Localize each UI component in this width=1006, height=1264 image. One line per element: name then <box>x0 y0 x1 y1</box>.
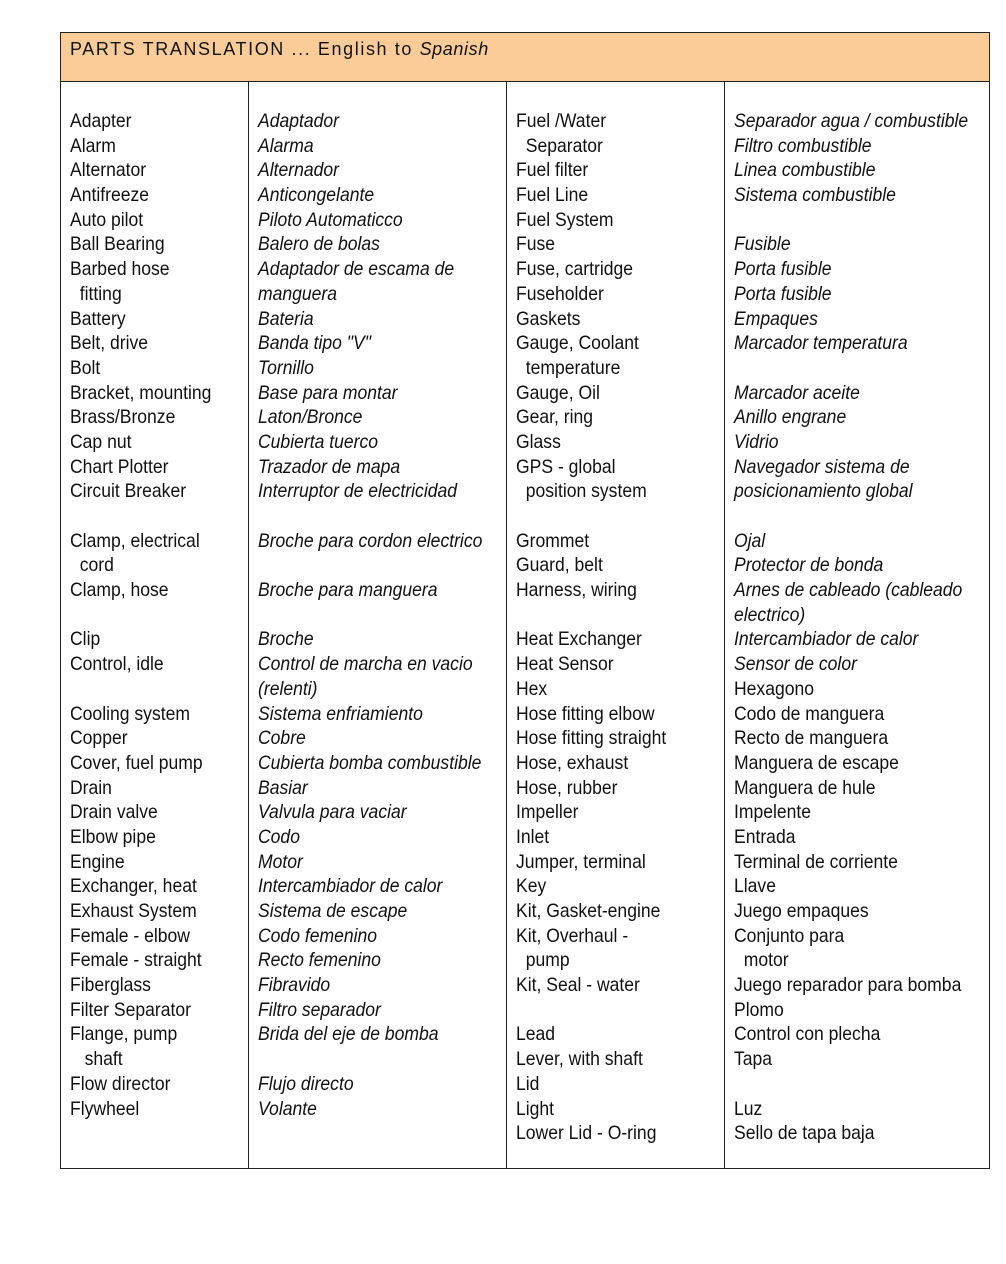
table-cell: Banda tipo "V" <box>258 332 371 355</box>
table-cell: Inlet <box>516 825 550 848</box>
table-cell <box>258 1047 481 1072</box>
table-cell: Fuel filter <box>516 159 589 182</box>
table-cell <box>70 677 230 702</box>
table-cell: Hex <box>516 677 548 700</box>
table-cell <box>70 603 230 628</box>
table-cell: Recto de manguera <box>734 727 889 750</box>
table-cell: Cap nut <box>70 430 132 453</box>
table-cell: Filtro combustible <box>734 134 872 157</box>
table-cell: Manguera de hule <box>734 776 876 799</box>
table-cell: Alternador <box>258 159 339 182</box>
table-cell: manguera <box>258 282 338 305</box>
table-cell: Drain valve <box>70 801 158 824</box>
table-cell: Female - straight <box>70 949 202 972</box>
table-cell: Alarma <box>258 134 314 157</box>
table-cell <box>516 603 703 628</box>
table-cell <box>734 1072 964 1097</box>
table-cell <box>70 504 230 529</box>
table-cell: Gauge, Oil <box>516 381 600 404</box>
table-cell: Female - elbow <box>70 924 190 947</box>
table-cell: Flywheel <box>70 1097 140 1120</box>
table-cell <box>258 504 481 529</box>
table-cell: Codo femenino <box>258 924 378 947</box>
table-cell: GPS - global <box>516 455 616 478</box>
table-cell: Cobre <box>258 727 306 750</box>
table-cell: Fusible <box>734 233 791 256</box>
table-cell: Sistema de escape <box>258 900 408 922</box>
parts-translation-table <box>60 32 990 1169</box>
table-cell: Auto pilot <box>70 208 144 231</box>
table-cell: Jumper, terminal <box>516 850 646 873</box>
table-cell: Hose fitting elbow <box>516 702 655 725</box>
table-cell: Trazador de mapa <box>258 455 401 478</box>
table-cell: cord <box>70 554 114 577</box>
table-cell: Fuse, cartridge <box>516 258 634 281</box>
table-cell: Elbow pipe <box>70 825 156 848</box>
table-cell: Marcador aceite <box>734 381 860 404</box>
header-title: PARTS TRANSLATION ... English to <box>70 39 420 59</box>
table-cell: Lid <box>516 1072 540 1095</box>
table-cell: Fuse <box>516 233 556 256</box>
table-cell: Brass/Bronze <box>70 406 176 429</box>
table-cell: Filter Separator <box>70 998 191 1021</box>
table-cell: posicionamiento global <box>734 480 913 503</box>
table-cell: Basiar <box>258 776 308 799</box>
table-cell: Marcador temperatura <box>734 332 908 355</box>
table-cell: Balero de bolas <box>258 233 380 256</box>
table-cell: Sello de tapa baja <box>734 1122 875 1145</box>
table-cell: Barbed hose <box>70 258 170 281</box>
table-cell: Flow director <box>70 1072 171 1095</box>
table-cell: Exhaust System <box>70 900 197 922</box>
table-cell: Fiberglass <box>70 974 151 997</box>
table-cell: Llave <box>734 875 776 898</box>
table-cell: Linea combustible <box>734 159 876 182</box>
table-cell: Drain <box>70 776 112 799</box>
table-cell: Plomo <box>734 998 784 1021</box>
table-cell: Laton/Bronce <box>258 406 363 429</box>
table-cell: pump <box>516 949 570 972</box>
column-spanish-2 <box>724 82 989 1168</box>
table-cell: Vidrio <box>734 430 779 453</box>
table-cell: Clamp, hose <box>70 579 169 602</box>
header-title-spanish: Spanish <box>419 39 489 59</box>
table-cell: Tornillo <box>258 356 314 379</box>
table-cell: motor <box>734 949 789 972</box>
table-cell: Exchanger, heat <box>70 875 197 898</box>
table-cell: Volante <box>258 1097 317 1120</box>
table-cell: Conjunto para <box>734 924 845 947</box>
table-cell: Porta fusible <box>734 258 832 281</box>
table-cell: (relenti) <box>258 677 318 700</box>
table-cell: Sensor de color <box>734 653 857 676</box>
table-cell: Hose fitting straight <box>516 727 667 750</box>
table-cell: fitting <box>70 282 122 305</box>
table-cell: Fuel /Water <box>516 110 607 132</box>
table-cell: Gear, ring <box>516 406 594 429</box>
table-cell: Luz <box>734 1097 763 1120</box>
table-cell: Anticongelante <box>258 184 375 207</box>
table-cell: Control, idle <box>70 653 164 676</box>
table-cell: Empaques <box>734 307 818 330</box>
column-spanish-1 <box>248 82 506 1168</box>
table-cell: Separador agua / combustible <box>734 110 969 132</box>
table-cell: Ojal <box>734 529 766 552</box>
table-header <box>61 33 989 82</box>
table-cell: Juego reparador para bomba <box>734 974 962 997</box>
table-cell: Grommet <box>516 529 590 552</box>
table-cell: Belt, drive <box>70 332 149 355</box>
table-cell: Porta fusible <box>734 282 832 305</box>
table-cell: Alarm <box>70 134 116 157</box>
table-cell: Clamp, electrical <box>70 529 200 552</box>
table-cell: Sistema enfriamiento <box>258 702 423 725</box>
table-cell: Harness, wiring <box>516 579 637 602</box>
table-cell <box>734 208 964 233</box>
table-cell: Kit, Overhaul - <box>516 924 629 947</box>
table-cell <box>516 504 703 529</box>
table-cell: Entrada <box>734 825 796 848</box>
table-cell: Broche <box>258 628 314 651</box>
table-cell: shaft <box>70 1048 123 1071</box>
table-cell: Heat Sensor <box>516 653 614 676</box>
table-cell: Piloto Automaticco <box>258 208 403 231</box>
table-cell: Fibravido <box>258 974 331 997</box>
table-cell: Flange, pump <box>70 1023 178 1046</box>
table-body <box>61 82 989 1168</box>
table-cell: Heat Exchanger <box>516 628 642 651</box>
table-cell: Cover, fuel pump <box>70 751 203 774</box>
table-cell: Anillo engrane <box>734 406 847 429</box>
table-cell: Kit, Seal - water <box>516 974 640 997</box>
table-cell: Guard, belt <box>516 554 603 577</box>
table-cell: Engine <box>70 850 125 873</box>
table-cell: Antifreeze <box>70 184 150 207</box>
table-cell <box>258 603 481 628</box>
column-english-2 <box>506 82 724 1168</box>
table-cell: Lever, with shaft <box>516 1048 643 1071</box>
table-cell: Terminal de corriente <box>734 850 898 873</box>
table-cell: Impeller <box>516 801 579 824</box>
table-cell: Fuel Line <box>516 184 589 207</box>
column-english-1 <box>61 82 248 1168</box>
table-cell <box>734 356 964 381</box>
table-cell: Intercambiador de calor <box>734 628 919 651</box>
table-cell: Cubierta bomba combustible <box>258 751 482 774</box>
table-cell: Fuseholder <box>516 282 604 305</box>
table-cell: Tapa <box>734 1048 773 1071</box>
table-cell: Navegador sistema de <box>734 455 910 478</box>
table-cell: Codo <box>258 825 300 848</box>
table-cell: Battery <box>70 307 126 330</box>
table-cell: Cubierta tuerco <box>258 430 378 453</box>
table-cell: Bracket, mounting <box>70 381 212 404</box>
table-cell: Bolt <box>70 356 101 379</box>
table-cell: Separator <box>516 134 603 157</box>
table-cell: Hose, exhaust <box>516 751 629 774</box>
table-cell: Cooling system <box>70 702 190 725</box>
table-cell: Recto femenino <box>258 949 381 972</box>
table-cell: Copper <box>70 727 128 750</box>
table-cell: Codo de manguera <box>734 702 885 725</box>
table-cell: Fuel System <box>516 208 614 231</box>
table-cell: Circuit Breaker <box>70 480 187 503</box>
table-cell: electrico) <box>734 603 806 626</box>
table-cell: Gaskets <box>516 307 581 330</box>
table-cell: temperature <box>516 356 621 379</box>
table-cell: Intercambiador de calor <box>258 875 443 898</box>
table-cell: Manguera de escape <box>734 751 899 774</box>
table-cell: Motor <box>258 850 303 873</box>
table-cell: Flujo directo <box>258 1072 354 1095</box>
table-cell: Control de marcha en vacio <box>258 653 473 676</box>
table-cell: Broche para cordon electrico <box>258 529 483 552</box>
table-cell: Valvula para vaciar <box>258 801 407 824</box>
table-cell: Broche para manguera <box>258 579 438 602</box>
table-cell: Chart Plotter <box>70 455 169 478</box>
table-cell: Kit, Gasket-engine <box>516 900 661 922</box>
table-cell: Sistema combustible <box>734 184 896 207</box>
table-cell: Filtro separador <box>258 998 381 1021</box>
table-cell: position system <box>516 480 647 503</box>
table-cell: Hexagono <box>734 677 815 700</box>
table-cell: Clip <box>70 628 101 651</box>
table-cell: Control con plecha <box>734 1023 881 1046</box>
table-cell <box>734 504 964 529</box>
table-cell: Lead <box>516 1023 556 1046</box>
table-cell: Base para montar <box>258 381 398 404</box>
table-cell: Arnes de cableado (cableado <box>734 579 963 602</box>
table-cell: Light <box>516 1097 555 1120</box>
table-cell: Adaptador <box>258 110 339 132</box>
table-cell: Adaptador de escama de <box>258 258 455 281</box>
table-cell: Bateria <box>258 307 314 330</box>
table-cell: Key <box>516 875 547 898</box>
table-cell: Alternator <box>70 159 147 182</box>
table-cell: Adapter <box>70 110 132 132</box>
table-cell: Hose, rubber <box>516 776 618 799</box>
table-cell: Interruptor de electricidad <box>258 480 458 503</box>
table-cell: Gauge, Coolant <box>516 332 639 355</box>
table-cell: Juego empaques <box>734 900 869 922</box>
table-cell: Impelente <box>734 801 812 824</box>
table-cell: Lower Lid - O-ring <box>516 1122 657 1145</box>
table-cell <box>258 553 481 578</box>
table-cell: Ball Bearing <box>70 233 165 256</box>
table-cell: Glass <box>516 430 561 453</box>
table-cell: Brida del eje de bomba <box>258 1023 439 1046</box>
table-cell: Protector de bonda <box>734 554 884 577</box>
table-cell <box>516 998 703 1023</box>
